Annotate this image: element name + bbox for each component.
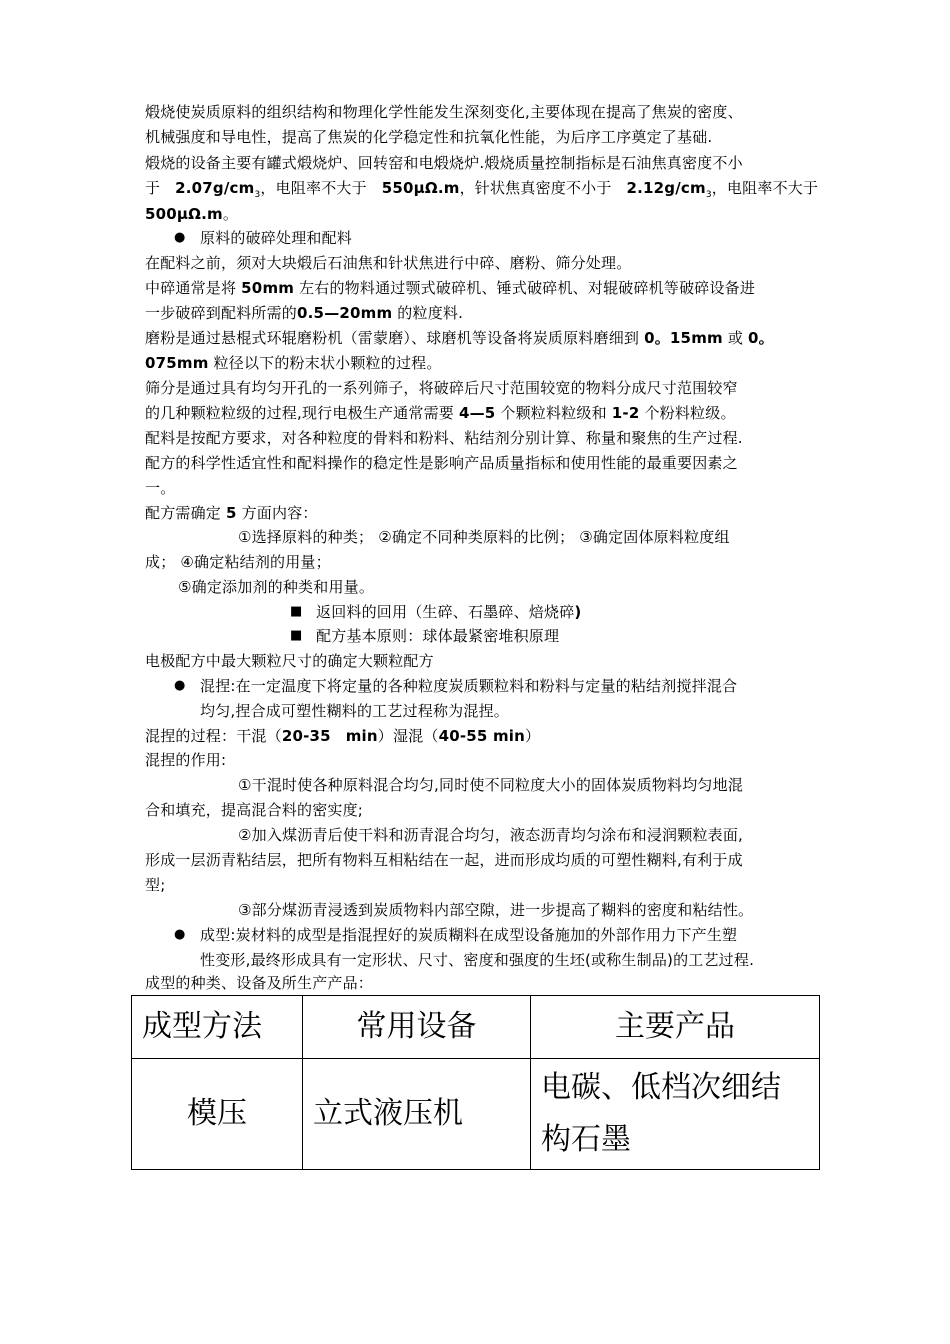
paragraph-line: ①选择原料的种类； ②确定不同种类原料的比例； ③确定固体原料粒度组 [238,528,730,546]
bullet-paragraph-line: 均匀,捏合成可塑性糊料的工艺过程称为混捏。 [200,702,509,720]
paragraph-line: 的几种颗粒粒级的过程,现行电极生产通常需要 4—5 个颗粒料粒级和 1-2 个粉料粒级。 [145,404,736,422]
paragraph-line: 一步破碎到配料所需的0.5—20mm 的粒度料. [145,304,464,322]
table-cell: 模压 [132,1059,303,1170]
bullet-heading: 原料的破碎处理和配料 [200,229,353,247]
bullet-paragraph-line: 混捏:在一定温度下将定量的各种粒度炭质颗粒料和粉料与定量的粘结剂搅拌混合 [200,677,738,695]
table-header-cell: 主要产品 [531,996,820,1059]
paragraph-line: 配料是按配方要求，对各种粒度的骨料和粉料、粘结剂分别计算、称量和聚焦的生产过程. [145,429,743,447]
table-header-cell: 常用设备 [303,996,531,1059]
paragraph-line: ⑤确定添加剂的种类和用量。 [178,578,375,596]
paragraph-line: 型; [145,876,166,894]
black-square-icon: ■ [290,604,303,619]
list-item: 返回料的回用（生碎、石墨碎、焙烧碎) [316,603,582,621]
paragraph-line: 在配料之前，须对大块煅后石油焦和针状焦进行中碎、磨粉、筛分处理。 [145,254,632,272]
black-circle-icon: ● [174,927,186,942]
paragraph-line: 于 $2.07g/cm_3$，电阻率不大于 550μΩ.m，针状焦真密度不小于 $2.12g/cm_3$，电阻率不大于 [145,179,819,200]
paragraph-line: 一。 [145,479,176,497]
forming-table [131,995,820,1170]
paragraph-line: 煅烧使炭质原料的组织结构和物理化学性能发生深刻变化,主要体现在提高了焦炭的密度、 [145,103,743,121]
paragraph-line: 合和填充，提高混合料的密实度; [145,801,364,819]
table-row [132,1059,820,1170]
paragraph-line: 形成一层沥青粘结层，把所有物料互相粘结在一起，进而形成均质的可塑性糊料,有利于成 [145,851,743,869]
paragraph-line: 混捏的作用: [145,751,227,769]
table-header-row [132,996,820,1059]
black-circle-icon: ● [174,678,186,693]
black-circle-icon: ● [174,230,186,245]
paragraph-line: 筛分是通过具有均匀开孔的一系列筛子，将破碎后尺寸范围较宽的物料分成尺寸范围较窄 [145,379,738,397]
black-square-icon: ■ [290,628,303,643]
paragraph-line: 磨粉是通过悬棍式环辊磨粉机（雷蒙磨）、球磨机等设备将炭质原料磨细到 0。15mm 或 0。 [145,329,774,347]
paragraph-line: 机械强度和导电性，提高了焦炭的化学稳定性和抗氧化性能，为后序工序奠定了基础. [145,128,713,146]
table-header-cell: 成型方法 [132,996,303,1059]
list-item: 配方基本原则：球体最紧密堆积原理 [316,627,560,645]
paragraph-line: 500μΩ.m。 [145,205,239,223]
paragraph-line: ①干混时使各种原料混合均匀,同时使不同粒度大小的固体炭质物料均匀地混 [238,776,744,794]
paragraph-line: 成型的种类、设备及所生产产品： [145,974,374,992]
bullet-paragraph-line: 性变形,最终形成具有一定形状、尺寸、密度和强度的生坯(或称生制品)的工艺过程. [200,951,755,969]
paragraph-line: 混捏的过程：干混（20-35 min）湿混（40-55 min） [145,727,541,745]
paragraph-line: 成； ④确定粘结剂的用量； [145,553,331,571]
paragraph-line: 075mm 粒径以下的粉末状小颗粒的过程。 [145,354,442,372]
paragraph-line: 配方需确定 5 方面内容： [145,504,318,522]
paragraph-line: 电极配方中最大颗粒尺寸的确定大颗粒配方 [145,652,434,670]
paragraph-line: 煅烧的设备主要有罐式煅烧炉、回转窑和电煅烧炉.煅烧质量控制指标是石油焦真密度不小 [145,154,743,172]
paragraph-line: ②加入煤沥青后使干料和沥青混合均匀，液态沥青均匀涂布和浸润颗粒表面, [238,826,744,844]
bullet-paragraph-line: 成型:炭材料的成型是指混捏好的炭质糊料在成型设备施加的外部作用力下产生塑 [200,926,738,944]
paragraph-line: ③部分煤沥青浸透到炭质物料内部空隙，进一步提高了糊料的密度和粘结性。 [238,901,754,919]
table-cell: 立式液压机 [303,1059,531,1170]
paragraph-line: 配方的科学性适宜性和配料操作的稳定性是影响产品质量指标和使用性能的最重要因素之 [145,454,738,472]
paragraph-line: 中碎通常是将 50mm 左右的物料通过颚式破碎机、锤式破碎机、对辊破碎机等破碎设备进 [145,279,756,297]
table-cell: 电碳、低档次细结构石墨 [531,1059,820,1170]
